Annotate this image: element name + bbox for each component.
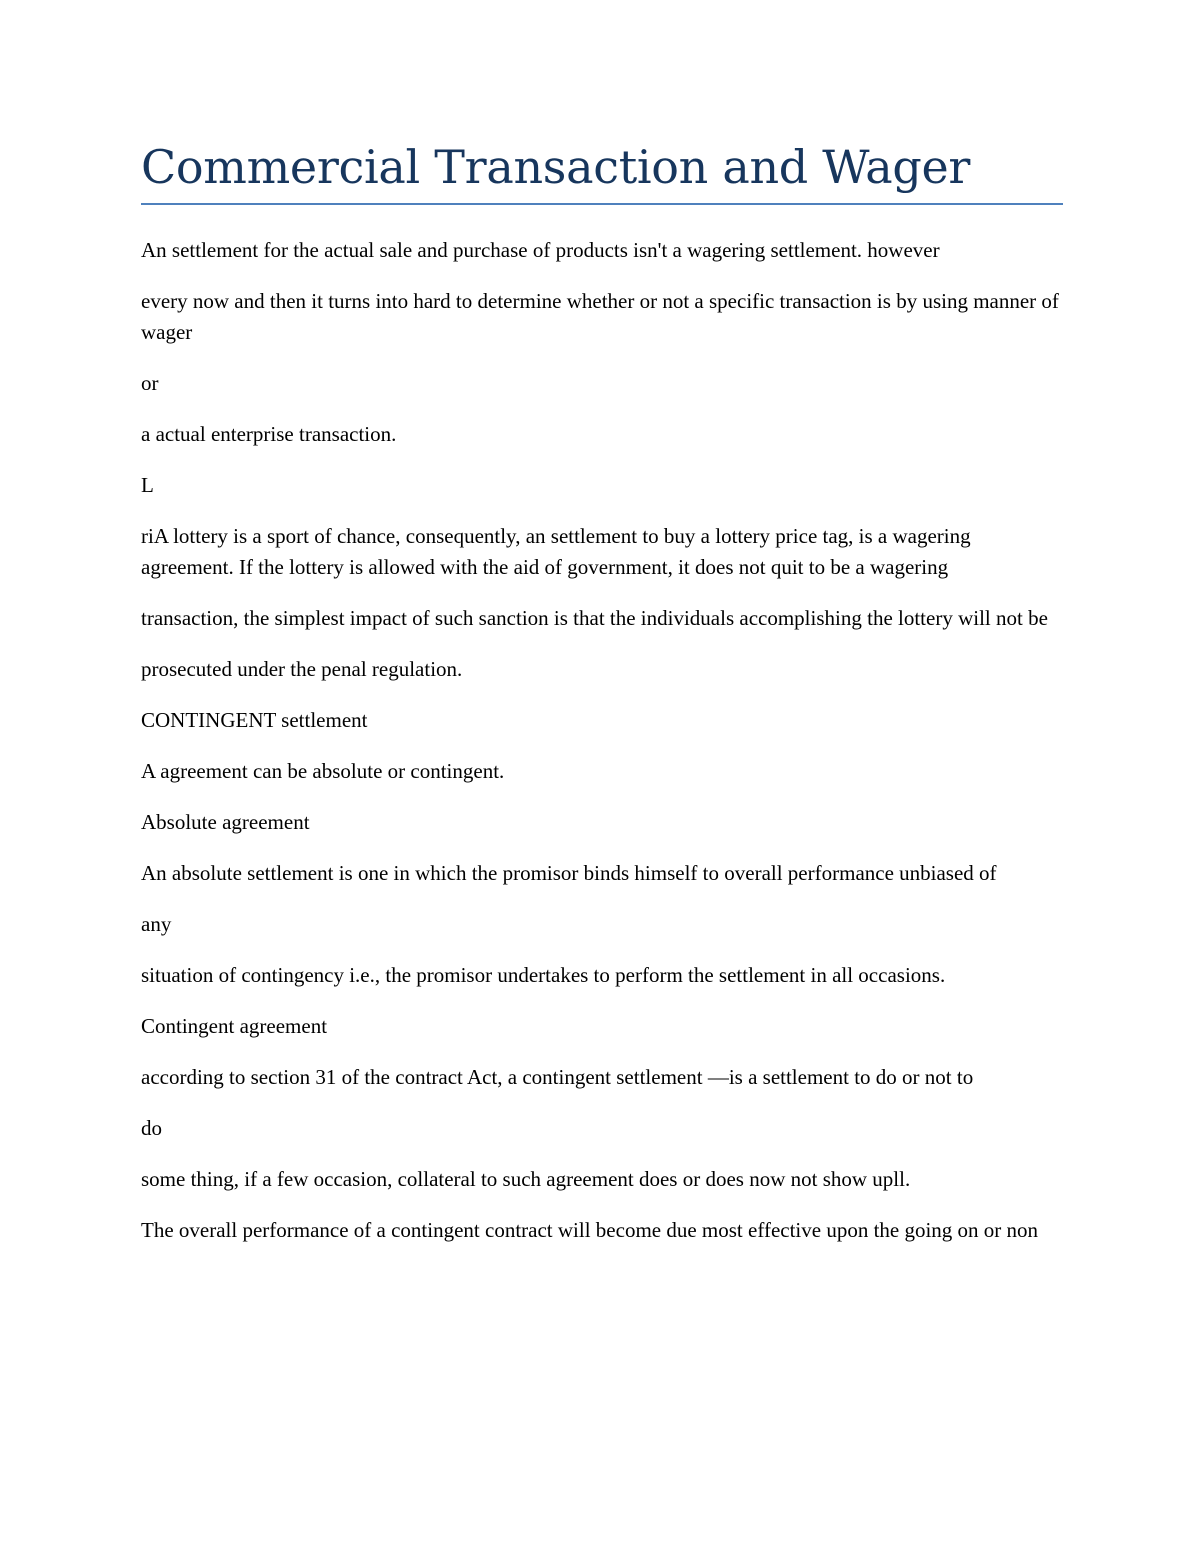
paragraph-3: or <box>141 371 159 396</box>
paragraph-17: do <box>141 1116 162 1141</box>
paragraph-7: transaction, the simplest impact of such sanction is that the individuals accomplishing the lottery will not be <box>141 606 1048 631</box>
paragraph-13: any <box>141 912 172 937</box>
document-title: Commercial Transaction and Wager <box>141 140 1063 205</box>
paragraph-19: The overall performance of a contingent contract will become due most effective upon the going on or non <box>141 1218 1039 1243</box>
paragraph-16: according to section 31 of the contract Act, a contingent settlement —is a settlement to do or not to <box>141 1065 974 1090</box>
paragraph-8: prosecuted under the penal regulation. <box>141 657 463 682</box>
paragraph-2: every now and then it turns into hard to determine whether or not a specific transaction is by using manner of wager <box>141 289 1059 345</box>
heading-contingent-agreement: Contingent agreement <box>141 1014 328 1039</box>
heading-absolute-agreement: Absolute agreement <box>141 810 310 835</box>
paragraph-4: a actual enterprise transaction. <box>141 422 397 447</box>
paragraph-18: some thing, if a few occasion, collateral to such agreement does or does now not show upll. <box>141 1167 911 1192</box>
paragraph-1: An settlement for the actual sale and purchase of products isn't a wagering settlement. however <box>141 238 940 263</box>
paragraph-6: riA lottery is a sport of chance, consequently, an settlement to buy a lottery price tag, is a wagering agreement. If the lottery is allowed with the aid of government, it does not quit to be a wagering <box>141 524 971 580</box>
paragraph-10: A agreement can be absolute or contingent. <box>141 759 505 784</box>
paragraph-12: An absolute settlement is one in which the promisor binds himself to overall performance unbiased of <box>141 861 997 886</box>
paragraph-14: situation of contingency i.e., the promisor undertakes to perform the settlement in all occasions. <box>141 963 946 988</box>
document-page <box>141 140 1063 1266</box>
heading-contingent-settlement: CONTINGENT settlement <box>141 708 368 733</box>
document-body <box>141 235 1063 1246</box>
paragraph-5: L <box>141 473 154 498</box>
